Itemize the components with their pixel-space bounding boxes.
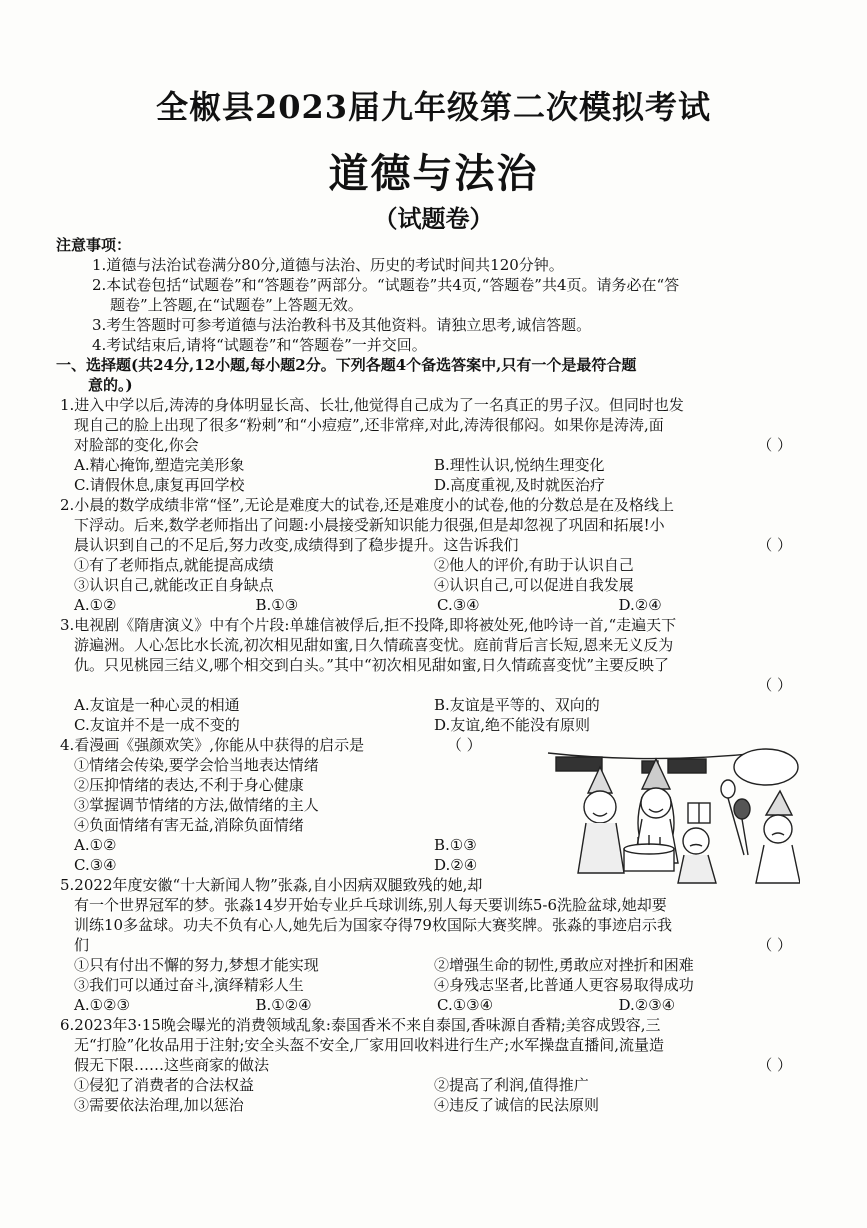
option: D.②③④ xyxy=(618,996,676,1014)
question-text: 2.小晨的数学成绩非常“怪”,无论是难度大的试卷,还是难度小的试卷,他的分数总是在及格线上 xyxy=(60,496,674,514)
question-text: 假无下限……这些商家的做法 xyxy=(74,1056,270,1074)
question-text: 现自己的脸上出现了很多“粉刺”和“小痘痘”,还非常痒,对此,涛涛很郁闷。如果你是涛涛,面 xyxy=(74,416,664,434)
statement: ③需要依法治理,加以惩治 xyxy=(74,1096,244,1114)
question-text: 们 xyxy=(74,936,90,954)
question-text: 无“打脸”化妆品用于注射;安全头盔不安全,厂家用回收料进行生产;水军操盘直播间,流量造 xyxy=(74,1036,664,1054)
option: C.友谊并不是一成不变的 xyxy=(74,716,240,734)
option: A.①② xyxy=(74,596,117,614)
question-text: 有一个世界冠军的梦。张淼14岁开始专业乒乓球训练,别人每天要训练5-6洗脸盆球,她却要 xyxy=(74,896,667,914)
question-text: 5.2022年度安徽“十大新闻人物”张淼,自小因病双腿致残的她,却 xyxy=(60,876,483,894)
statement-row xyxy=(60,1075,800,1095)
section-heading: 一、选择题(共24分,12小题,每小题2分。下列各题4个备选答案中,只有一个是最符合题 xyxy=(56,356,637,374)
question-text: 下浮动。后来,数学老师指出了问题:小晨接受新知识能力很强,但是却忽视了巩固和拓展!小 xyxy=(74,516,665,534)
option: C.③④ xyxy=(74,856,117,874)
paper-type: （试题卷） xyxy=(373,204,494,233)
option: D.②④ xyxy=(618,596,662,614)
statement: ②提高了利润,值得推广 xyxy=(434,1076,589,1094)
option: D.友谊,绝不能没有原则 xyxy=(434,716,591,734)
question-text: 3.电视剧《隋唐演义》中有个片段:单雄信被俘后,拒不投降,即将被处死,他吟诗一首,“走遍天下 xyxy=(60,616,677,634)
option: D.②④ xyxy=(434,856,478,874)
answer-blank: （ ） xyxy=(757,536,792,554)
statement: ④违反了诚信的民法原则 xyxy=(434,1096,600,1114)
option: B.友谊是平等的、双向的 xyxy=(434,696,600,714)
option-row xyxy=(60,595,800,615)
option: B.理性认识,悦纳生理变化 xyxy=(434,456,605,474)
notes-title: 注意事项： xyxy=(56,236,132,254)
option: D.高度重视,及时就医治疗 xyxy=(434,476,606,494)
option: A.精心掩饰,塑造完美形象 xyxy=(74,456,245,474)
statement: ④负面情绪有害无益,消除负面情绪 xyxy=(74,816,304,834)
option: C.请假休息,康复再回学校 xyxy=(74,476,245,494)
option-row xyxy=(60,475,800,495)
option: B.①③ xyxy=(434,836,477,854)
question-text: 对脸部的变化,你会 xyxy=(74,436,199,454)
option: B.①③ xyxy=(255,596,299,614)
option: B.①②④ xyxy=(255,996,312,1014)
statement: ③认识自己,就能改正自身缺点 xyxy=(74,576,274,594)
option: C.①③④ xyxy=(437,996,494,1014)
question-stem: 4.看漫画《强颜欢笑》,你能从中获得的启示是 xyxy=(60,736,365,754)
statement: ④认识自己,可以促进自我发展 xyxy=(434,576,634,594)
statement: ②他人的评价,有助于认识自己 xyxy=(434,556,634,574)
note-item: 4.考试结束后,请将“试题卷”和“答题卷”一并交回。 xyxy=(92,336,427,354)
option-row xyxy=(60,695,800,715)
cartoon-illustration xyxy=(538,745,800,887)
statement-row xyxy=(60,575,800,595)
section-heading: 意的。) xyxy=(88,376,133,394)
statement-row xyxy=(60,555,800,575)
option: A.①② xyxy=(74,836,117,854)
statement: ④身残志坚者,比普通人更容易取得成功 xyxy=(434,976,694,994)
statement: ②压抑情绪的表达,不利于身心健康 xyxy=(74,776,304,794)
option: A.①②③ xyxy=(74,996,130,1014)
statement-row xyxy=(60,955,800,975)
question-text: 6.2023年3·15晚会曝光的消费领域乱象:泰国香米不来自泰国,香味源自香精;美容成毁容,三 xyxy=(60,1016,661,1034)
answer-blank: （ ） xyxy=(446,736,482,754)
option: A.友谊是一种心灵的相通 xyxy=(74,696,240,714)
statement: ①只有付出不懈的努力,梦想才能实现 xyxy=(74,956,319,974)
option-row xyxy=(60,995,800,1015)
question-text: 游遍洲。人心怎比水长流,初次相见甜如蜜,日久情疏喜变忧。庭前背后言长短,恩来无义反为 xyxy=(74,636,674,654)
option-row xyxy=(60,455,800,475)
cartoon-drawing xyxy=(538,745,800,887)
statement-row xyxy=(60,975,800,995)
question-text: 晨认识到自己的不足后,努力改变,成绩得到了稳步提升。这告诉我们 xyxy=(74,536,519,554)
note-item: 1.道德与法治试卷满分80分,道德与法治、历史的考试时间共120分钟。 xyxy=(92,256,564,274)
statement: ②增强生命的韧性,勇敢应对挫折和困难 xyxy=(434,956,694,974)
option-row xyxy=(60,715,800,735)
note-item: 3.考生答题时可参考道德与法治教科书及其他资料。请独立思考,诚信答题。 xyxy=(92,316,592,334)
statement: ③我们可以通过奋斗,演绎精彩人生 xyxy=(74,976,304,994)
question-text: 仇。只见桃园三结义,哪个相交到白头。”其中“初次相见甜如蜜,日久情疏喜变忧”主要反映了 xyxy=(74,656,670,674)
statement-row xyxy=(60,1095,800,1115)
answer-blank: （ ） xyxy=(757,436,792,454)
note-item: 2.本试卷包括“试题卷”和“答题卷”两部分。“试题卷”共4页,“答题卷”共4页。请务必在“答 xyxy=(92,276,680,294)
question-text: 训练10多盆球。功夫不负有心人,她先后为国家夺得79枚国际大赛奖牌。张淼的事迹启示我 xyxy=(74,916,672,934)
subject-title: 道德与法治 xyxy=(328,150,539,197)
note-item: 题卷”上答题,在“试题卷”上答题无效。 xyxy=(110,296,363,314)
answer-blank: （ ） xyxy=(757,936,792,954)
option: C.③④ xyxy=(437,596,480,614)
exam-title: 全椒县2023届九年级第二次模拟考试 xyxy=(155,88,712,126)
exam-body xyxy=(56,235,800,1115)
statement: ①侵犯了消费者的合法权益 xyxy=(74,1076,255,1094)
statement: ①情绪会传染,要学会恰当地表达情绪 xyxy=(74,756,319,774)
answer-blank: （ ） xyxy=(757,676,792,694)
answer-blank: （ ） xyxy=(757,1056,792,1074)
statement: ③掌握调节情绪的方法,做情绪的主人 xyxy=(74,796,319,814)
question-text: 1.进入中学以后,涛涛的身体明显长高、长壮,他觉得自己成为了一名真正的男子汉。但同时也发 xyxy=(60,396,684,414)
statement: ①有了老师指点,就能提高成绩 xyxy=(74,556,274,574)
